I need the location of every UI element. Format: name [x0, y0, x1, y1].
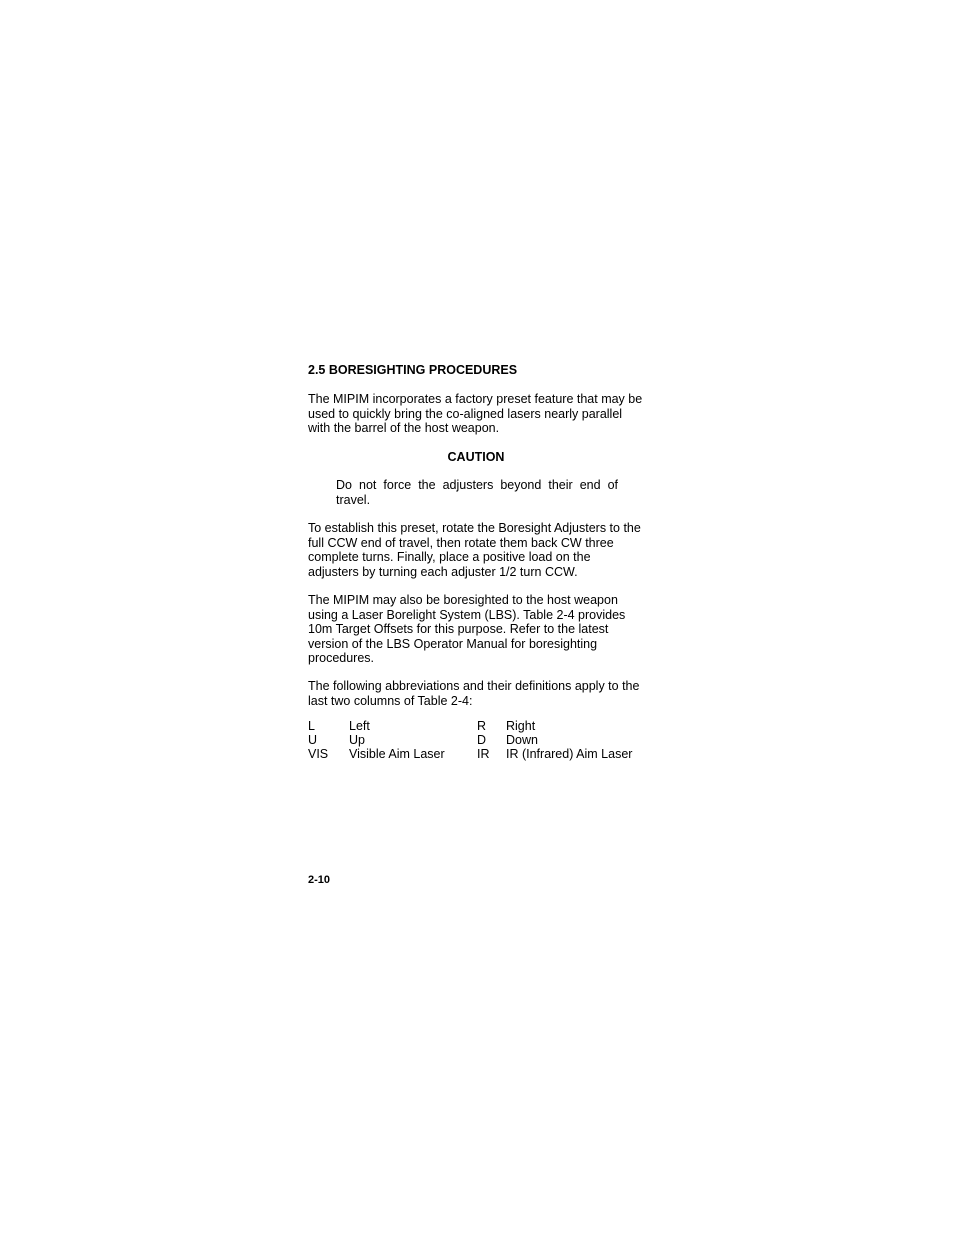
- abbreviation-row: [308, 747, 648, 761]
- abbreviation: IR: [477, 747, 490, 761]
- text-line: with the barrel of the host weapon.: [308, 421, 500, 435]
- text-line: 10m Target Offsets for this purpose. Refer to the latest: [308, 622, 609, 636]
- paragraph-factory-preset: [308, 392, 648, 436]
- abbreviation-definition: Up: [349, 733, 365, 747]
- paragraph-establish-preset: [308, 521, 648, 579]
- abbreviation-row: [308, 733, 648, 747]
- abbreviation-list: [308, 719, 648, 761]
- abbreviation: VIS: [308, 747, 329, 761]
- abbreviation-definition: Right: [506, 719, 536, 733]
- text-line: complete turns. Finally, place a positive load on the: [308, 550, 591, 564]
- text-line: adjusters by turning each adjuster 1/2 turn CCW.: [308, 564, 578, 579]
- text-line: version of the LBS Operator Manual for boresighting: [308, 636, 598, 651]
- abbreviation: U: [308, 733, 318, 747]
- text-line: using a Laser Borelight System (LBS). Table 2-4 provides: [308, 607, 626, 622]
- text-line: The MIPIM may also be boresighted to the host weapon: [308, 593, 618, 607]
- abbreviation: R: [477, 719, 487, 733]
- caution-line: Do not force the adjusters beyond their end of: [336, 478, 618, 492]
- caution-line: travel.: [336, 492, 371, 507]
- caution-title: CAUTION: [447, 450, 505, 464]
- abbreviation-definition: IR (Infrared) Aim Laser: [506, 747, 633, 761]
- text-line: last two columns of Table 2-4:: [308, 693, 473, 708]
- abbreviation: L: [308, 719, 315, 733]
- abbreviation-definition: Left: [349, 719, 370, 733]
- text-line: used to quickly bring the co-aligned lasers nearly parallel: [308, 406, 623, 421]
- page-number: 2-10: [308, 874, 331, 886]
- abbreviation-definition: Visible Aim Laser: [349, 747, 445, 761]
- abbreviation-row: [308, 719, 648, 733]
- paragraph-lbs: [308, 593, 648, 666]
- text-line: full CCW end of travel, then rotate them back CW three: [308, 535, 614, 550]
- abbreviation-definition: Down: [506, 733, 538, 747]
- caution-text: [336, 478, 618, 507]
- text-line: The MIPIM incorporates a factory preset feature that may be: [308, 392, 643, 406]
- paragraph-abbreviations-intro: [308, 679, 648, 708]
- text-line: procedures.: [308, 651, 375, 665]
- text-line: To establish this preset, rotate the Boresight Adjusters to the: [308, 521, 641, 535]
- abbreviation: D: [477, 733, 487, 747]
- text-line: The following abbreviations and their definitions apply to the: [308, 679, 640, 693]
- section-heading: 2.5 BORESIGHTING PROCEDURES: [308, 363, 518, 377]
